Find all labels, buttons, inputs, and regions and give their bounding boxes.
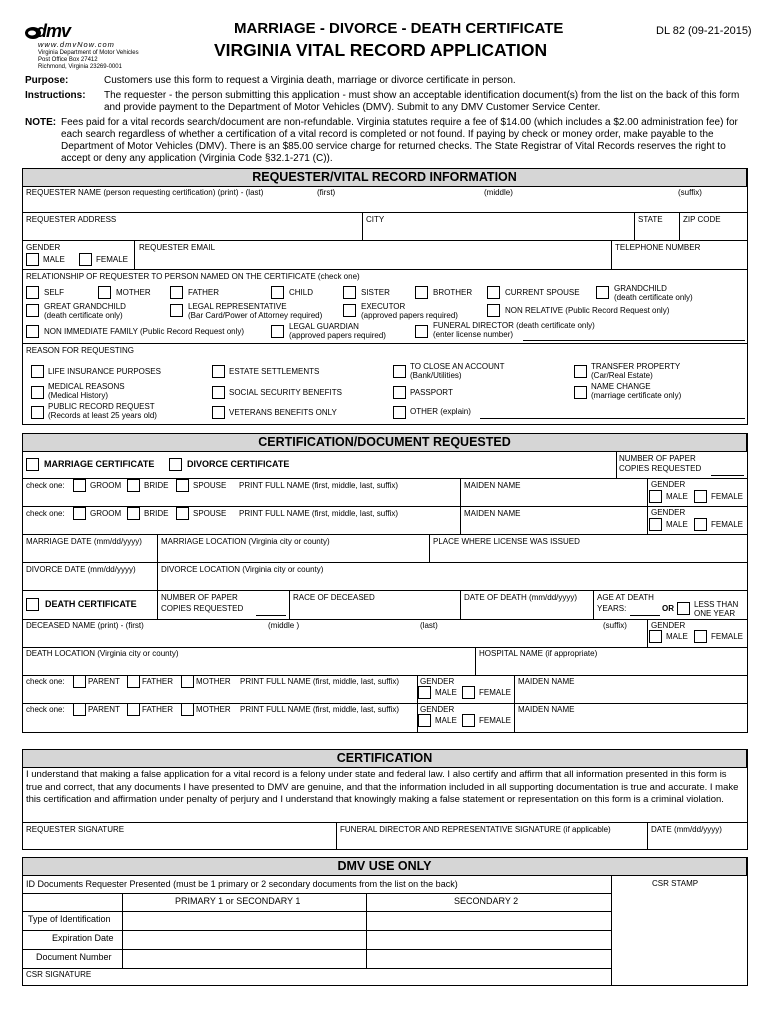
- parent1-male-label: MALE: [435, 688, 457, 697]
- deceased-last-label: (last): [420, 621, 438, 630]
- document-number-label: Document Number: [36, 952, 112, 962]
- requester-name-input[interactable]: [26, 199, 744, 210]
- party2-spouse-checkbox[interactable]: [176, 507, 189, 520]
- party1-gender-label: GENDER: [651, 480, 686, 489]
- note-label: NOTE:: [25, 117, 57, 128]
- gender-label: GENDER: [26, 243, 61, 252]
- rel-spouse-label: CURRENT SPOUSE: [505, 288, 580, 297]
- parent2-father-label: FATHER: [142, 705, 173, 714]
- suffix-label: (suffix): [678, 188, 702, 197]
- race-label: RACE OF DECEASED: [293, 593, 375, 602]
- death-location-label: DEATH LOCATION (Virginia city or county): [26, 649, 179, 658]
- signature-date-input[interactable]: [651, 836, 744, 847]
- parent2-full-name-label: PRINT FULL NAME (first, middle, last, suffix): [240, 705, 399, 714]
- email-input[interactable]: [139, 254, 609, 267]
- marriage-location-label: MARRIAGE LOCATION (Virginia city or county): [161, 537, 330, 546]
- zip-input[interactable]: [683, 226, 745, 238]
- bride-label-2: BRIDE: [144, 509, 169, 518]
- parent1-gender-label: GENDER: [420, 677, 455, 686]
- id-type-label: Type of Identification: [28, 914, 111, 924]
- party1-female-checkbox[interactable]: [694, 490, 707, 503]
- reason-life-label: LIFE INSURANCE PURPOSES: [48, 367, 161, 376]
- age-years-input[interactable]: [630, 615, 660, 616]
- parent1-female-checkbox[interactable]: [462, 686, 475, 699]
- deceased-male-label: MALE: [666, 632, 688, 641]
- marriage-certificate-checkbox[interactable]: [26, 458, 39, 471]
- death-copies-label-2: COPIES REQUESTED: [161, 604, 244, 613]
- rel-non-immediate-label: NON IMMEDIATE FAMILY (Public Record Request only): [44, 327, 245, 336]
- logo-url: www.dmvNow.com: [38, 40, 115, 49]
- reason-estate-checkbox[interactable]: [212, 365, 225, 378]
- death-certificate-label: DEATH CERTIFICATE: [45, 599, 137, 609]
- phone-label: TELEPHONE NUMBER: [615, 243, 701, 252]
- reason-ssb-checkbox[interactable]: [212, 386, 225, 399]
- rel-non-immediate-checkbox[interactable]: [26, 325, 39, 338]
- divorce-location-label: DIVORCE LOCATION (Virginia city or county): [161, 565, 324, 574]
- death-certificate-checkbox[interactable]: [26, 598, 39, 611]
- section-title-dmv: DMV USE ONLY: [22, 857, 747, 876]
- note-text: Fees paid for a vital records search/document are non-refundable. Virginia statutes require a fee of $14.00 (which includes a $2.00 administration fee) for each search regardless of whether a certification of a vital record is completed or not found. If paying by check or money order, make payable to the Department of Motor Vehicles (DMV). There is an $85.00 service charge for returned checks. The State Registrar of Vital Records reserves the right to accept or deny any application (Virginia Code §32.1-271 (C)).: [61, 117, 738, 164]
- reason-medical-checkbox[interactable]: [31, 386, 44, 399]
- reason-other-checkbox[interactable]: [393, 406, 406, 419]
- requester-signature-label: REQUESTER SIGNATURE: [26, 825, 125, 834]
- fd-license-input[interactable]: [523, 340, 745, 341]
- parent2-father-checkbox[interactable]: [127, 703, 140, 716]
- parent1-father-label: FATHER: [142, 677, 173, 686]
- rel-gg-label: GREAT GRANDCHILD: [44, 302, 126, 311]
- parent1-mother-checkbox[interactable]: [181, 675, 194, 688]
- rel-guardian-checkbox[interactable]: [271, 325, 284, 338]
- section-title-certification: CERTIFICATION: [22, 749, 747, 768]
- csr-signature-label: CSR SIGNATURE: [26, 970, 92, 979]
- groom-label-2: GROOM: [90, 509, 122, 518]
- address-line-3: Richmond, Virginia 23269-0001: [38, 64, 122, 70]
- deceased-female-checkbox[interactable]: [694, 630, 707, 643]
- address-line-2: Post Office Box 27412: [38, 57, 98, 63]
- reason-name-change-checkbox[interactable]: [574, 386, 587, 399]
- party2-female-checkbox[interactable]: [694, 518, 707, 531]
- death-copies-label-1: NUMBER OF PAPER: [161, 593, 238, 602]
- secondary-doc-number-input[interactable]: [368, 950, 609, 967]
- reason-close-account-checkbox[interactable]: [393, 365, 406, 378]
- check-one-label-2: check one:: [26, 509, 65, 518]
- rel-self-checkbox[interactable]: [26, 286, 39, 299]
- rel-non-relative-label: NON RELATIVE (Public Record Request only): [505, 306, 670, 315]
- maiden-name-label-2: MAIDEN NAME: [464, 509, 521, 518]
- md-copies-input[interactable]: [711, 475, 744, 476]
- email-label: REQUESTER EMAIL: [139, 243, 216, 252]
- certification-statement: I understand that making a false application for a vital record is a felony under state and federal law. I also certify and affirm that all information presented in this form is true and correct, that any documents I have presented to DMV are genuine, and that the information included in all supporting documentation is true and accurate. I make this certification and affirmation under penalty of perjury and I understand that knowingly making a false statement or representation on this form is a criminal violation.: [26, 769, 739, 805]
- parent1-male-checkbox[interactable]: [418, 686, 431, 699]
- relationship-label: RELATIONSHIP OF REQUESTER TO PERSON NAMED ON THE CERTIFICATE (check one): [26, 272, 360, 281]
- marriage-date-label: MARRIAGE DATE (mm/dd/yyyy): [26, 537, 142, 546]
- rel-sister-checkbox[interactable]: [343, 286, 356, 299]
- deceased-female-label: FEMALE: [711, 632, 744, 641]
- section-title-requester: REQUESTER/VITAL RECORD INFORMATION: [22, 168, 747, 187]
- rel-non-relative-checkbox[interactable]: [487, 304, 500, 317]
- reason-veterans-label: VETERANS BENEFITS ONLY: [229, 408, 337, 417]
- fd-signature-label: FUNERAL DIRECTOR AND REPRESENTATIVE SIGNATURE (if applicable): [340, 825, 611, 834]
- gender-male-checkbox[interactable]: [26, 253, 39, 266]
- phone-input[interactable]: [615, 254, 745, 267]
- divorce-certificate-checkbox[interactable]: [169, 458, 182, 471]
- rel-father-checkbox[interactable]: [170, 286, 183, 299]
- parent1-parent-label: PARENT: [88, 677, 120, 686]
- rel-gg-note: (death certificate only): [44, 311, 123, 320]
- rel-executor-checkbox[interactable]: [343, 304, 356, 317]
- spouse-label: SPOUSE: [193, 481, 227, 490]
- parent2-mother-label: MOTHER: [196, 705, 231, 714]
- parent1-maiden-label: MAIDEN NAME: [518, 677, 575, 686]
- reason-public-note: (Records at least 25 years old): [48, 411, 157, 420]
- reason-ssb-label: SOCIAL SECURITY BENEFITS: [229, 388, 342, 397]
- secondary-expiration-input[interactable]: [368, 931, 609, 948]
- parent2-check-one: check one:: [26, 705, 65, 714]
- party1-bride-checkbox[interactable]: [127, 479, 140, 492]
- rel-executor-note: (approved papers required): [361, 311, 458, 320]
- age-at-death-label: AGE AT DEATH: [597, 593, 654, 602]
- reason-other-label: OTHER (explain): [410, 407, 471, 416]
- party2-male-label: MALE: [666, 520, 688, 529]
- spouse-label-2: SPOUSE: [193, 509, 227, 518]
- reason-medical-note: (Medical History): [48, 391, 109, 400]
- reason-public-label: PUBLIC RECORD REQUEST: [48, 402, 155, 411]
- id-documents-label: ID Documents Requester Presented (must be 1 primary or 2 secondary documents from the list on the back): [26, 879, 458, 889]
- rel-mother-label: MOTHER: [116, 288, 151, 297]
- parent2-female-label: FEMALE: [479, 716, 512, 725]
- city-label: CITY: [366, 215, 385, 224]
- parent2-parent-checkbox[interactable]: [73, 703, 86, 716]
- reason-medical-label: MEDICAL REASONS: [48, 382, 125, 391]
- first-name-label: (first): [317, 188, 336, 197]
- parent2-parent-label: PARENT: [88, 705, 120, 714]
- reason-life-checkbox[interactable]: [31, 365, 44, 378]
- csr-stamp-label: CSR STAMP: [652, 879, 699, 888]
- requester-signature-input[interactable]: [26, 836, 334, 847]
- primary-expiration-input[interactable]: [124, 931, 364, 948]
- primary-id-type-input[interactable]: [124, 912, 364, 929]
- instructions-text: The requester - the person submitting this application - must show an acceptable identification document(s) from the list on the back of this form and provide payment to the Department of Motor Vehicles (DMV). Submit to any DMV Customer Service Center.: [104, 90, 740, 113]
- reason-name-change-note: (marriage certificate only): [591, 391, 682, 400]
- parent1-father-checkbox[interactable]: [127, 675, 140, 688]
- rel-child-label: CHILD: [289, 288, 314, 297]
- reason-estate-label: ESTATE SETTLEMENTS: [229, 367, 320, 376]
- parent2-male-label: MALE: [435, 716, 457, 725]
- parent1-full-name-label: PRINT FULL NAME (first, middle, last, suffix): [240, 677, 399, 686]
- rel-brother-label: BROTHER: [433, 288, 473, 297]
- reason-transfer-note: (Car/Real Estate): [591, 371, 653, 380]
- parent1-mother-label: MOTHER: [196, 677, 231, 686]
- maiden-name-label: MAIDEN NAME: [464, 481, 521, 490]
- rel-grandchild-checkbox[interactable]: [596, 286, 609, 299]
- address-input[interactable]: [26, 226, 360, 238]
- rel-grandchild-note: (death certificate only): [614, 293, 693, 302]
- rel-self-label: SELF: [44, 288, 65, 297]
- party1-male-label: MALE: [666, 492, 688, 501]
- instructions-label: Instructions:: [25, 90, 86, 101]
- parent1-female-label: FEMALE: [479, 688, 512, 697]
- logo-text: dmv: [36, 21, 71, 41]
- reason-close-label: TO CLOSE AN ACCOUNT: [410, 362, 505, 371]
- rel-mother-checkbox[interactable]: [98, 286, 111, 299]
- or-label: OR: [662, 604, 674, 613]
- parent2-gender-label: GENDER: [420, 705, 455, 714]
- rel-fd-label: FUNERAL DIRECTOR (death certificate only): [433, 321, 595, 330]
- party2-bride-checkbox[interactable]: [127, 507, 140, 520]
- divorce-certificate-label: DIVORCE CERTIFICATE: [187, 459, 290, 469]
- print-full-name-label-2: PRINT FULL NAME (first, middle, last, suffix): [239, 509, 398, 518]
- expiration-date-label: Expiration Date: [52, 933, 114, 943]
- deceased-middle-label: (middle ): [268, 621, 300, 630]
- parent2-female-checkbox[interactable]: [462, 714, 475, 727]
- rel-guardian-note: (approved papers required): [289, 331, 386, 340]
- years-label: YEARS:: [597, 604, 627, 613]
- party1-spouse-checkbox[interactable]: [176, 479, 189, 492]
- reason-other-input[interactable]: [480, 418, 745, 419]
- primary-column-header: PRIMARY 1 or SECONDARY 1: [175, 896, 301, 906]
- reason-label: REASON FOR REQUESTING: [26, 346, 135, 355]
- parent2-mother-checkbox[interactable]: [181, 703, 194, 716]
- party2-gender-label: GENDER: [651, 508, 686, 517]
- parent2-male-checkbox[interactable]: [418, 714, 431, 727]
- rel-brother-checkbox[interactable]: [415, 286, 428, 299]
- reason-passport-checkbox[interactable]: [393, 386, 406, 399]
- deceased-name-label: DECEASED NAME (print) - (first): [26, 621, 144, 630]
- reason-public-record-checkbox[interactable]: [31, 406, 44, 419]
- reason-name-change-label: NAME CHANGE: [591, 382, 651, 391]
- rel-spouse-checkbox[interactable]: [487, 286, 500, 299]
- md-copies-label-1: NUMBER OF PAPER: [619, 454, 696, 463]
- party1-male-checkbox[interactable]: [649, 490, 662, 503]
- fd-signature-input[interactable]: [340, 836, 644, 847]
- section-title-certificate: CERTIFICATION/DOCUMENT REQUESTED: [22, 433, 747, 452]
- rel-funeral-director-checkbox[interactable]: [415, 325, 428, 338]
- secondary-id-type-input[interactable]: [368, 912, 609, 929]
- state-input[interactable]: [638, 226, 677, 238]
- parent2-maiden-label: MAIDEN NAME: [518, 705, 575, 714]
- party2-groom-checkbox[interactable]: [73, 507, 86, 520]
- rel-legal-rep-label: LEGAL REPRESENTATIVE: [188, 302, 287, 311]
- less-than-label: LESS THAN: [694, 600, 739, 609]
- license-place-label: PLACE WHERE LICENSE WAS ISSUED: [433, 537, 580, 546]
- reason-transfer-checkbox[interactable]: [574, 365, 587, 378]
- deceased-male-checkbox[interactable]: [649, 630, 662, 643]
- groom-label: GROOM: [90, 481, 122, 490]
- party1-groom-checkbox[interactable]: [73, 479, 86, 492]
- reason-veterans-checkbox[interactable]: [212, 406, 225, 419]
- form-title-1: MARRIAGE - DIVORCE - DEATH CERTIFICATE: [234, 20, 564, 37]
- deceased-gender-label: GENDER: [651, 621, 686, 630]
- death-copies-input[interactable]: [256, 615, 286, 616]
- signature-date-label: DATE (mm/dd/yyyy): [651, 825, 722, 834]
- gender-female-checkbox[interactable]: [79, 253, 92, 266]
- rel-executor-label: EXECUTOR: [361, 302, 406, 311]
- requester-name-label: REQUESTER NAME (person requesting certification) (print) - (last): [26, 188, 264, 197]
- state-label: STATE: [638, 215, 663, 224]
- rel-guardian-label: LEGAL GUARDIAN: [289, 322, 359, 331]
- purpose-text: Customers use this form to request a Virginia death, marriage or divorce certificate in person.: [104, 75, 516, 86]
- reason-transfer-label: TRANSFER PROPERTY: [591, 362, 681, 371]
- marriage-certificate-label: MARRIAGE CERTIFICATE: [44, 459, 155, 469]
- one-year-label: ONE YEAR: [694, 609, 736, 618]
- rel-father-label: FATHER: [188, 288, 219, 297]
- md-copies-label-2: COPIES REQUESTED: [619, 464, 702, 473]
- reason-close-note: (Bank/Utilities): [410, 371, 462, 380]
- primary-doc-number-input[interactable]: [124, 950, 364, 967]
- party2-female-label: FEMALE: [711, 520, 744, 529]
- purpose-label: Purpose:: [25, 75, 69, 86]
- check-one-label: check one:: [26, 481, 65, 490]
- print-full-name-label: PRINT FULL NAME (first, middle, last, suffix): [239, 481, 398, 490]
- deceased-suffix-label: (suffix): [603, 621, 627, 630]
- zip-label: ZIP CODE: [683, 215, 721, 224]
- less-than-one-year-checkbox[interactable]: [677, 602, 690, 615]
- rel-legal-rep-checkbox[interactable]: [170, 304, 183, 317]
- bride-label: BRIDE: [144, 481, 169, 490]
- party2-male-checkbox[interactable]: [649, 518, 662, 531]
- form-title-2: VIRGINIA VITAL RECORD APPLICATION: [214, 40, 548, 60]
- date-of-death-label: DATE OF DEATH (mm/dd/yyyy): [464, 593, 578, 602]
- city-input[interactable]: [366, 226, 632, 238]
- parent1-check-one: check one:: [26, 677, 65, 686]
- middle-name-label: (middle): [484, 188, 513, 197]
- female-label: FEMALE: [96, 255, 129, 264]
- divorce-date-label: DIVORCE DATE (mm/dd/yyyy): [26, 565, 136, 574]
- rel-fd-note: (enter license number): [433, 330, 514, 339]
- rel-child-checkbox[interactable]: [271, 286, 284, 299]
- address-line-1: Virginia Department of Motor Vehicles: [38, 50, 139, 56]
- male-label: MALE: [43, 255, 65, 264]
- reason-passport-label: PASSPORT: [410, 388, 453, 397]
- secondary-column-header: SECONDARY 2: [454, 896, 519, 906]
- rel-legal-rep-note: (Bar Card/Power of Attorney required): [188, 311, 323, 320]
- rel-grandchild-label: GRANDCHILD: [614, 284, 667, 293]
- rel-great-grandchild-checkbox[interactable]: [26, 304, 39, 317]
- rel-sister-label: SISTER: [361, 288, 390, 297]
- address-label: REQUESTER ADDRESS: [26, 215, 117, 224]
- party1-female-label: FEMALE: [711, 492, 744, 501]
- form-number: DL 82 (09-21-2015): [656, 25, 752, 37]
- hospital-label: HOSPITAL NAME (if appropriate): [479, 649, 598, 658]
- parent1-parent-checkbox[interactable]: [73, 675, 86, 688]
